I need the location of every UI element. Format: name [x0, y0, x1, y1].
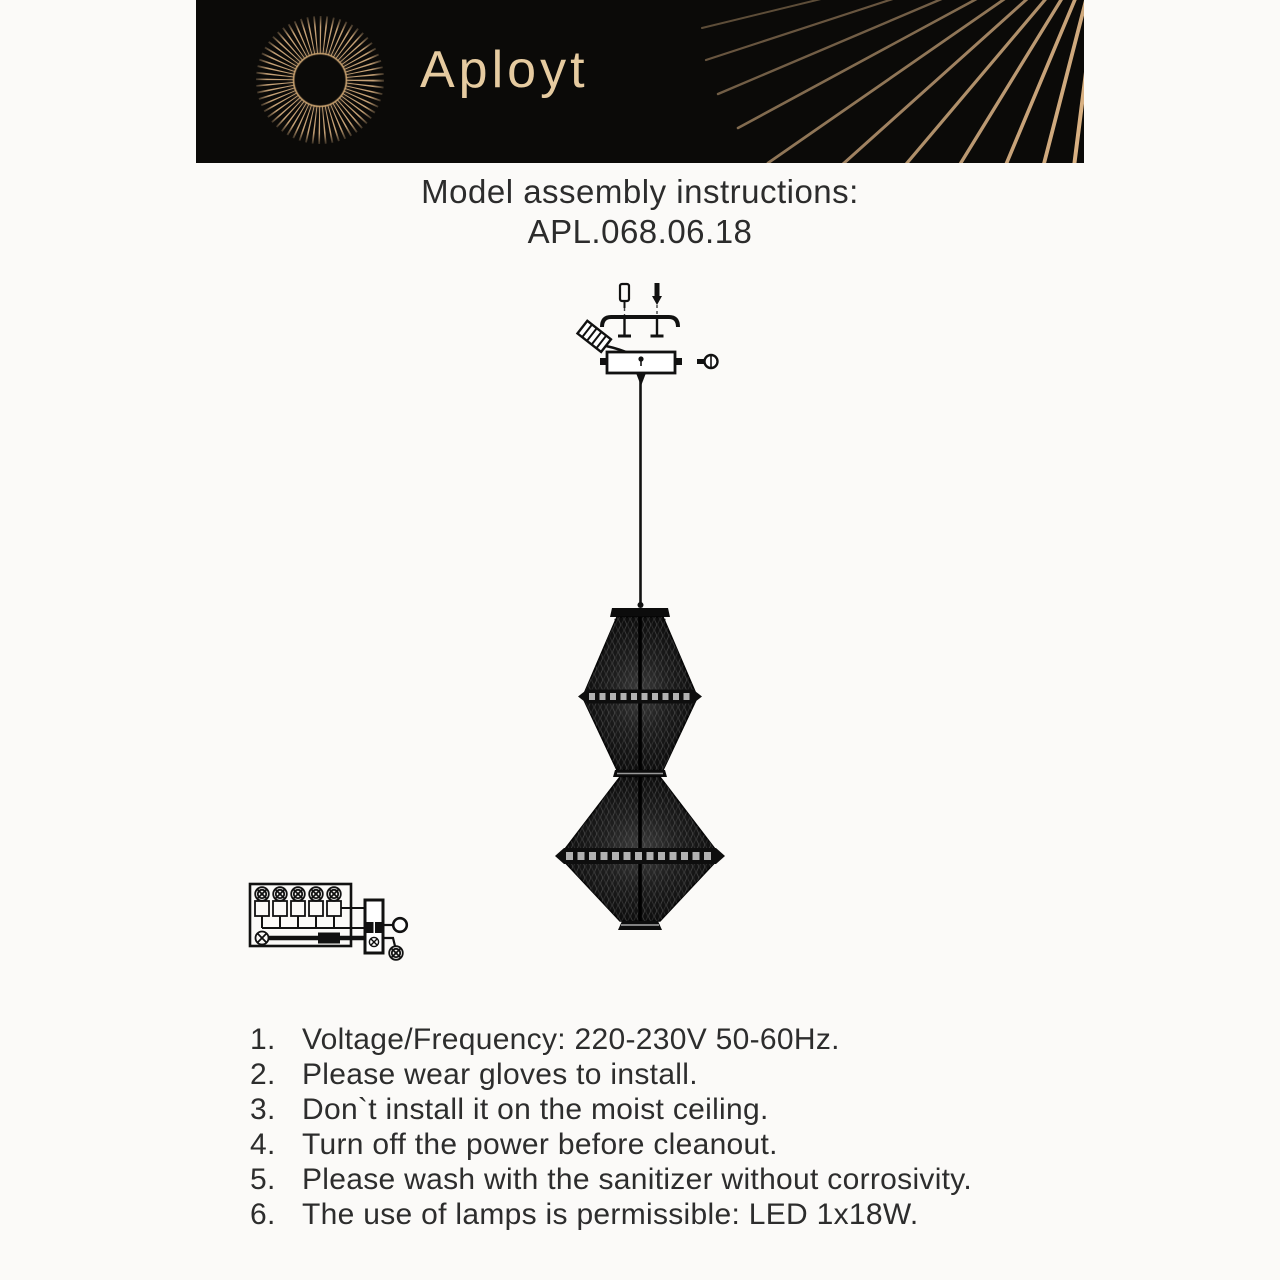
list-item-text: Please wear gloves to install.	[302, 1058, 698, 1091]
sunburst-logo-icon	[252, 12, 388, 148]
list-item-text: Turn off the power before cleanout.	[302, 1128, 778, 1161]
list-item	[250, 1197, 1080, 1232]
list-item-text: Voltage/Frequency: 220-230V 50-60Hz.	[302, 1023, 840, 1056]
list-item	[250, 1127, 1080, 1162]
instructions-list	[250, 1022, 1080, 1232]
list-item-number: 5.	[250, 1163, 276, 1196]
page-title	[0, 172, 1280, 252]
list-item-number: 6.	[250, 1198, 276, 1231]
list-item-number: 4.	[250, 1128, 276, 1161]
pendant-lamp-assembly-diagram	[540, 270, 740, 960]
ray-fan-decoration	[684, 0, 1084, 163]
list-item	[250, 1162, 1080, 1197]
brand-name: Aployt	[420, 41, 589, 99]
list-item-number: 2.	[250, 1058, 276, 1091]
list-item	[250, 1022, 1080, 1057]
title-line: Model assembly instructions:	[421, 173, 859, 210]
list-item-text: Please wash with the sanitizer without corrosivity.	[302, 1163, 973, 1196]
list-item-number: 1.	[250, 1023, 276, 1056]
list-item-text: The use of lamps is permissible: LED 1x18W.	[302, 1198, 919, 1231]
list-item-number: 3.	[250, 1093, 276, 1126]
terminal-block-wiring-diagram	[245, 872, 423, 976]
list-item	[250, 1092, 1080, 1127]
list-item-text: Don`t install it on the moist ceiling.	[302, 1093, 769, 1126]
list-item	[250, 1057, 1080, 1092]
model-number: APL.068.06.18	[527, 213, 753, 250]
brand-header	[196, 0, 1084, 163]
